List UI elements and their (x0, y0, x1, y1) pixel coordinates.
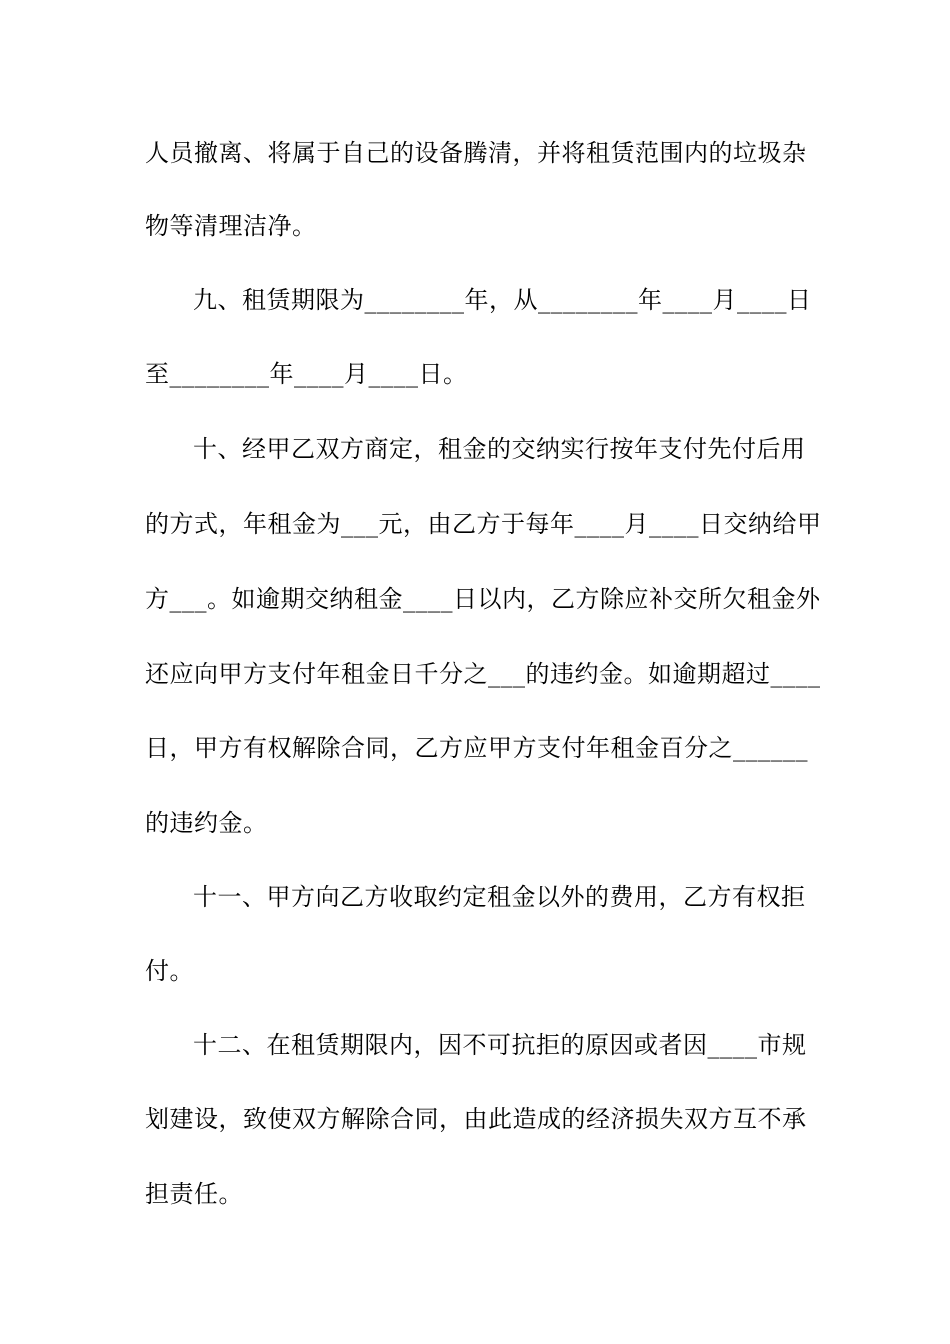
text-line: 方___。如逾期交纳租金____日以内，乙方除应补交所欠租金外 (145, 585, 821, 613)
text-line: 的方式，年租金为___元，由乙方于每年____月____日交纳给甲 (145, 510, 822, 538)
text-line: 人员撤离、将属于自己的设备腾清，并将租赁范围内的垃圾杂 (145, 139, 807, 167)
text-line: 的违约金。 (145, 809, 268, 837)
text-line: 划建设，致使双方解除合同，由此造成的经济损失双方互不承 (145, 1105, 807, 1133)
text-line: 九、租赁期限为________年，从________年____月____日 (193, 286, 812, 314)
text-line: 至________年____月____日。 (145, 360, 468, 388)
text-line: 付。 (145, 957, 194, 985)
text-line: 担责任。 (145, 1180, 243, 1208)
text-line: 日，甲方有权解除合同，乙方应甲方支付年租金百分之______ (145, 734, 808, 762)
text-line: 十二、在租赁期限内，因不可抗拒的原因或者因____市规 (193, 1031, 807, 1059)
text-line: 还应向甲方支付年租金日千分之___的违约金。如逾期超过____ (145, 660, 821, 688)
text-line: 物等清理洁净。 (145, 212, 317, 240)
text-line: 十一、甲方向乙方收取约定租金以外的费用，乙方有权拒 (193, 883, 806, 911)
text-line: 十、经甲乙双方商定，租金的交纳实行按年支付先付后用 (193, 435, 806, 463)
